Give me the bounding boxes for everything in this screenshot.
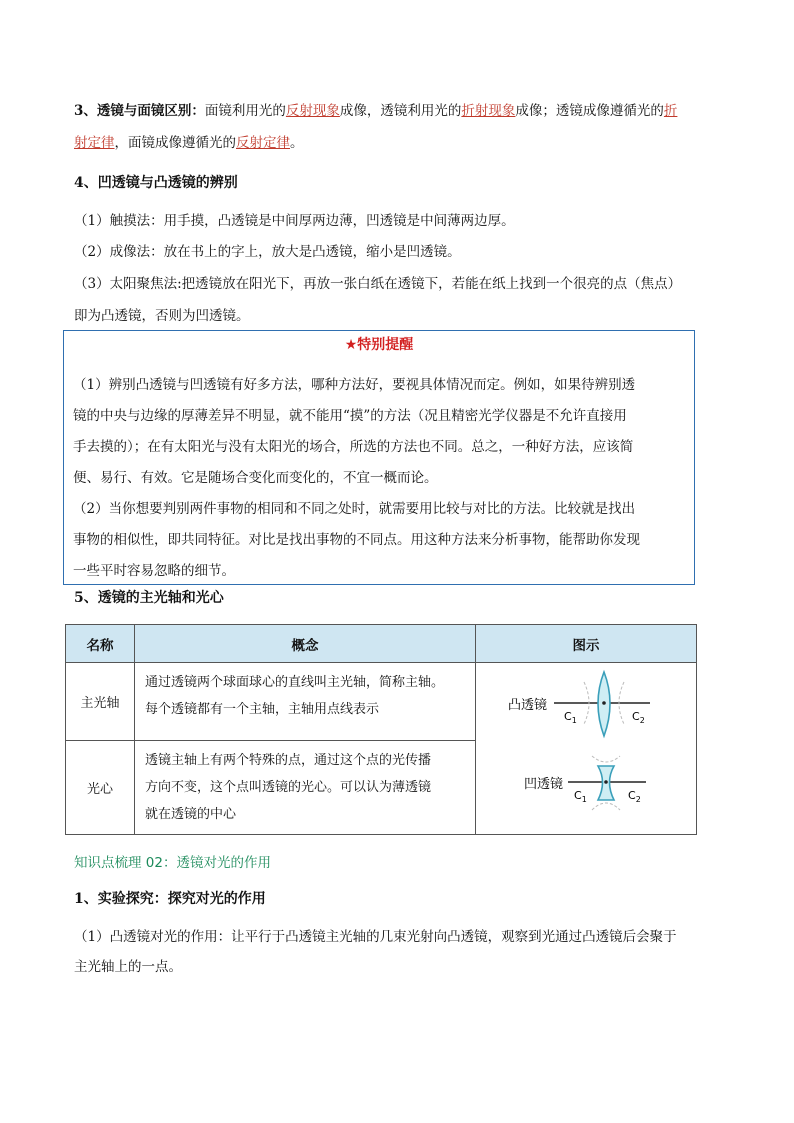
row-concept-optical-center	[135, 741, 476, 835]
concept-line: 方向不变，这个点叫透镜的光心。可以认为薄透镜	[145, 780, 432, 795]
special-reminder-title: ★特别提醒	[344, 337, 414, 353]
row-concept-principal-axis	[135, 663, 476, 741]
section-3-number: 3、透镜与面镜区别：	[74, 103, 205, 119]
term-reflection-law: 反射定律	[236, 135, 290, 151]
concept-line: 每个透镜都有一个主轴，主轴用点线表示	[145, 702, 380, 717]
experiment-line: （1）凸透镜对光的作用：让平行于凸透镜主光轴的几束光射向凸透镜，观察到光通过凸透镜后会聚于	[74, 929, 677, 945]
experiment-section-title: 1、实验探究：探究对光的作用	[74, 891, 266, 907]
reminder-line: （2）当你想要判别两件事物的相同和不同之处时，就需要用比较与对比的方法。比较就是找出	[73, 501, 636, 517]
lens-diagram-cell	[476, 663, 697, 835]
section-4-item: （2）成像法：放在书上的字上，放大是凸透镜，缩小是凹透镜。	[74, 244, 461, 260]
section-4-item: 即为凸透镜，否则为凹透镜。	[74, 308, 250, 324]
convex-lens-figure	[508, 672, 650, 736]
lens-diagram	[476, 664, 696, 834]
special-reminder-box	[63, 330, 695, 585]
row-name-principal-axis: 主光轴	[66, 663, 135, 741]
section-4-title: 4、凹透镜与凸透镜的辨别	[74, 175, 238, 191]
term-refraction-phenomenon: 折射现象	[461, 103, 516, 119]
concept-line: 就在透镜的中心	[145, 807, 237, 822]
convex-lens-label: 凸透镜	[508, 697, 548, 713]
experiment-line: 主光轴上的一点。	[74, 959, 182, 975]
text-run: 。	[290, 135, 304, 151]
reminder-line: 事物的相似性，即共同特征。对比是找出事物的不同点。用这种方法来分析事物，能帮助你发现	[73, 532, 640, 548]
concave-lens-label: 凹透镜	[524, 776, 564, 792]
arc-top	[592, 756, 620, 762]
c2-label: $C_2$	[628, 788, 641, 804]
c1-label: $C_1$	[564, 709, 577, 725]
term-reflection-phenomenon: 反射现象	[285, 103, 340, 119]
section-4-item: （3）太阳聚焦法:把透镜放在阳光下，再放一张白纸在透镜下，若能在纸上找到一个很亮的点（焦点）	[74, 276, 682, 292]
row-name-optical-center: 光心	[66, 741, 135, 835]
section-3-line-2	[74, 133, 734, 153]
reminder-line: 手去摸的）；在有太阳光与没有太阳光的场合，所选的方法也不同。总之，一种好方法，应该简	[73, 439, 634, 455]
section-5-title: 5、透镜的主光轴和光心	[74, 590, 224, 606]
term-refraction-law-part1: 折	[663, 103, 678, 119]
concept-line: 透镜主轴上有两个特殊的点，通过这个点的光传播	[145, 753, 432, 768]
optical-center-dot	[604, 780, 608, 784]
text-run: ，面镜成像遵循光的	[114, 135, 236, 151]
table-row	[66, 663, 697, 741]
arc-bottom	[592, 803, 620, 810]
table-header-diagram: 图示	[476, 625, 697, 663]
concave-lens-figure	[524, 756, 646, 810]
reminder-line: 一些平时容易忽略的细节。	[73, 563, 235, 579]
reminder-line: 便、易行、有效。它是随场合变化而变化的，不宜一概而论。	[73, 470, 438, 486]
reminder-line: 镜的中央与边缘的厚薄差异不明显，就不能用“摸”的方法（况且精密光学仪器是不允许直接用	[73, 408, 627, 424]
knowledge-point-title: 知识点梳理 02：透镜对光的作用	[74, 855, 271, 871]
text-run: 成像；透镜成像遵循光的	[515, 103, 664, 119]
section-4-item: （1）触摸法：用手摸，凸透镜是中间厚两边薄，凹透镜是中间薄两边厚。	[74, 213, 515, 229]
text-run: 成像，透镜利用光的	[339, 103, 462, 119]
reminder-line: （1）辨别凸透镜与凹透镜有好多方法，哪种方法好，要视具体情况而定。例如，如果待辨别透	[73, 377, 636, 393]
term-refraction-law-part2: 射定律	[74, 135, 115, 151]
table-header-concept: 概念	[135, 625, 476, 663]
lens-axis-table	[65, 624, 697, 835]
table-header-name: 名称	[66, 625, 135, 663]
concept-line: 通过透镜两个球面球心的直线叫主光轴，简称主轴。	[145, 675, 445, 690]
text-run: 面镜利用光的	[204, 103, 286, 119]
optical-center-dot	[602, 701, 606, 705]
c1-label: $C_1$	[574, 788, 587, 804]
section-3-line-1	[74, 101, 734, 121]
c2-label: $C_2$	[632, 709, 645, 725]
